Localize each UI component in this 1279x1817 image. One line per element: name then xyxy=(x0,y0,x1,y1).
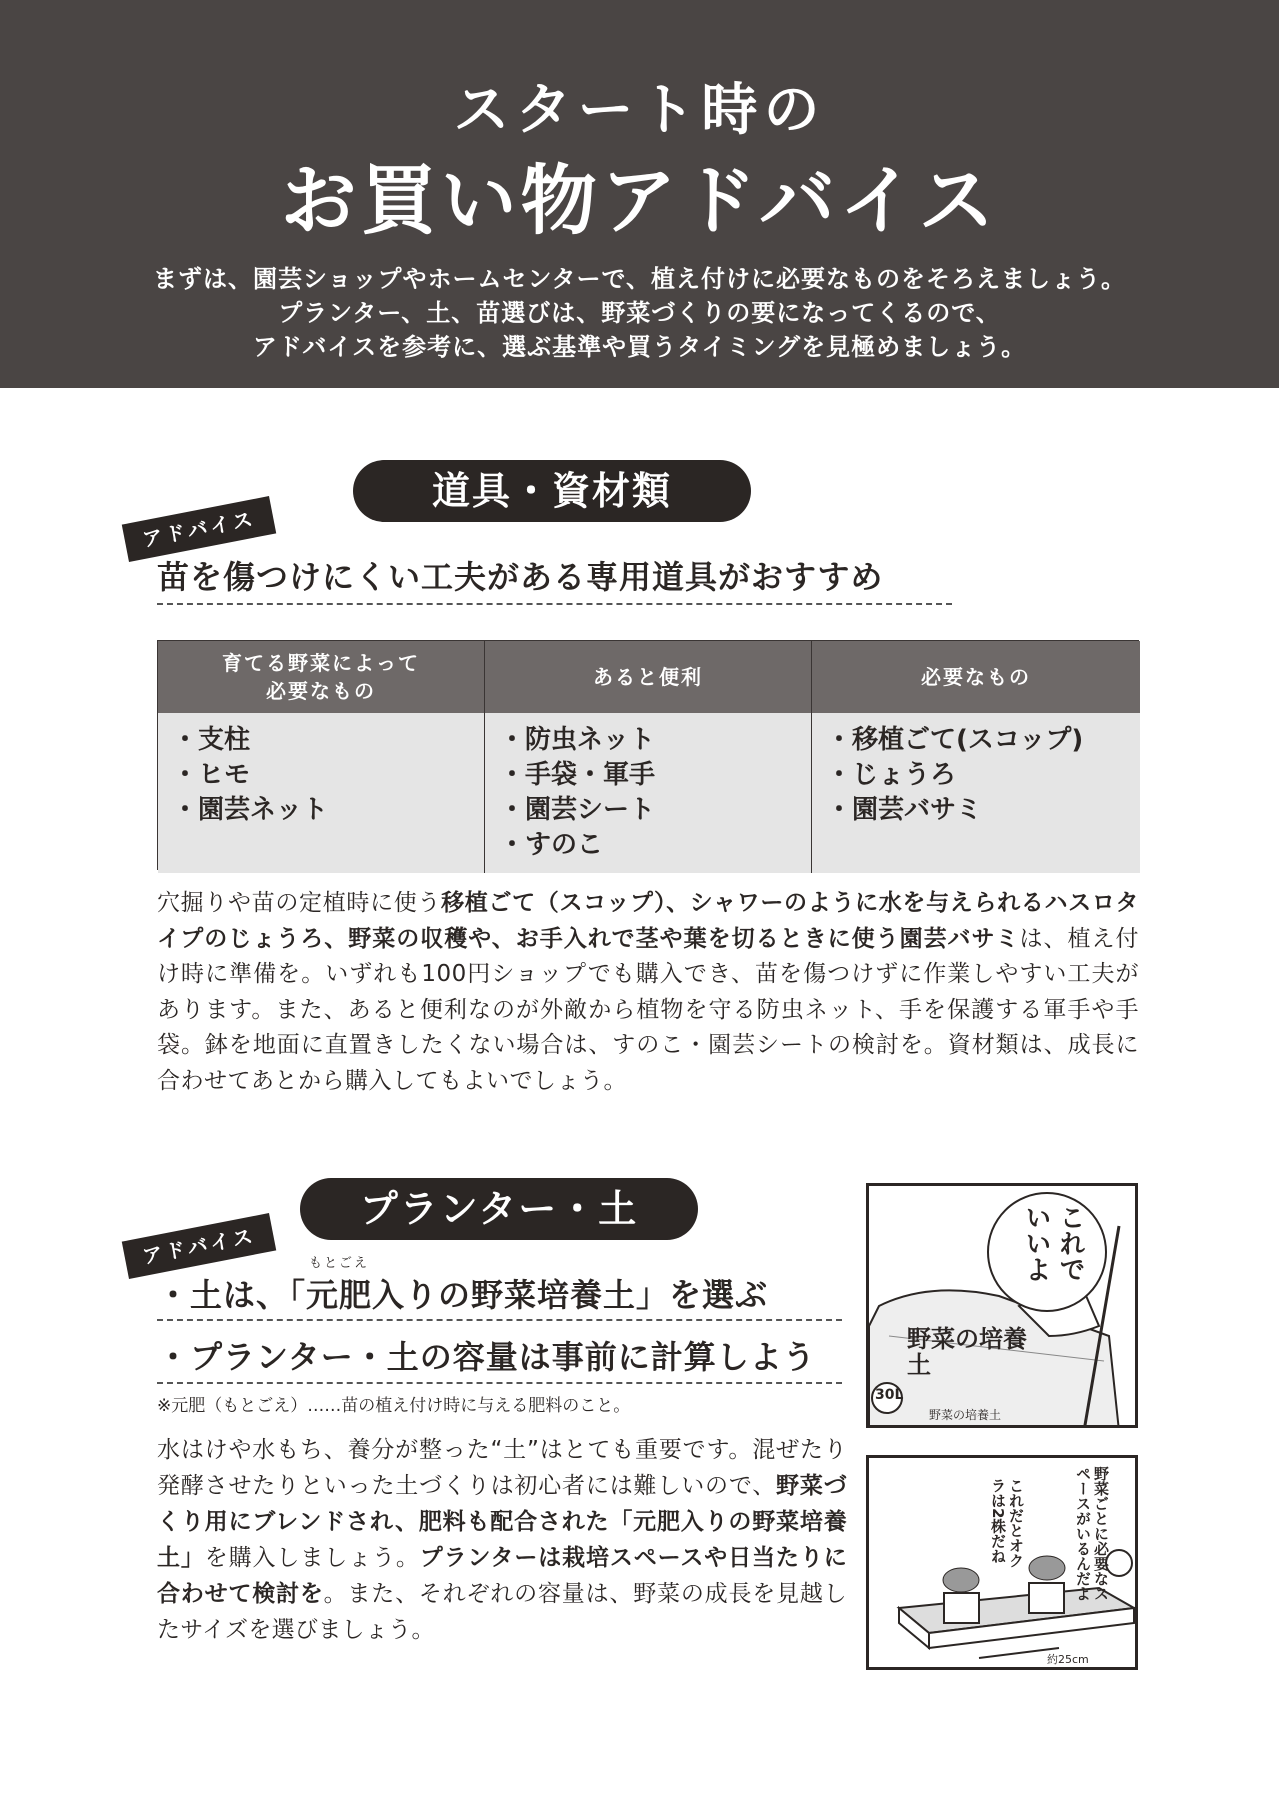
body-bold: プランターは栽培スペースや日当たりに合わせて検討を xyxy=(157,1545,848,1607)
advice-tag: アドバイス xyxy=(122,1213,276,1279)
bubble-text: これだとオクラは2株だね xyxy=(989,1478,1025,1568)
tools-table xyxy=(157,640,1139,870)
section-heading-capacity: ・プランター・土の容量は事前に計算しよう xyxy=(157,1338,816,1376)
table-column xyxy=(812,641,1140,873)
body-bold: 野菜づくり用にブレンドされ、肥料も配合された「元肥入りの野菜培養土」 xyxy=(157,1473,848,1571)
illustration-planter xyxy=(866,1455,1138,1670)
bubble-text: 野菜ごとに必要なスペースがいるんだよ xyxy=(1074,1466,1110,1601)
bubble-text: これでいいよ xyxy=(1021,1204,1085,1282)
table-cell xyxy=(485,713,811,873)
bag-label: 野菜の培養土 xyxy=(907,1325,1027,1379)
list-item: ・ 園芸シート xyxy=(499,793,797,828)
list-item: ・ ヒモ xyxy=(172,758,470,793)
page-title-line1: スタート時の xyxy=(453,78,826,143)
table-column xyxy=(485,641,812,873)
table-header xyxy=(158,641,484,713)
table-header: 必要なもの xyxy=(812,641,1140,713)
heading-underline xyxy=(157,1382,842,1384)
bag-volume: 30L xyxy=(875,1387,904,1403)
page-title-line2: お買い物アドバイス xyxy=(280,156,999,245)
intro-line: プランター、土、苗選びは、野菜づくりの要になってくるので、 xyxy=(278,299,1001,327)
list-item: ・ 園芸バサミ xyxy=(826,793,1126,828)
advice-tag: アドバイス xyxy=(122,496,276,562)
intro-line: まずは、園芸ショップやホームセンターで、植え付けに必要なものをそろえましょう。 xyxy=(152,265,1127,293)
list-item: ・ じょうろ xyxy=(826,758,1126,793)
list-item: ・ 支柱 xyxy=(172,723,470,758)
table-header-line: 育てる野菜によって xyxy=(222,651,420,675)
table-cell xyxy=(812,713,1140,873)
body-bold: 移植ごて（スコップ）、シャワーのように水を与えられるハスロタイプのじょうろ、野菜の収穫や、お手入れで茎や葉を切るときに使う園芸バサミ xyxy=(157,890,1140,952)
list-item: ・ 園芸ネット xyxy=(172,793,470,828)
section-heading-tools: 苗を傷つけにくい工夫がある専用道具がおすすめ xyxy=(157,558,884,596)
body-text: は、植え付け時に準備を。いずれも100円ショップでも購入でき、苗を傷つけずに作業しやすい工夫があります。また、あると便利なのが外敵から植物を守る防虫ネット、手を保護する軍手や手袋。鉢を地面に直置きしたくない場合は、すのこ・園芸シートの検討を。資材類は、成長に合わせてあとから購入してもよいでしょう。 xyxy=(157,925,1139,1094)
body-text: 穴掘りや苗の定植時に使う xyxy=(157,890,442,916)
list-item: ・ すのこ xyxy=(499,828,797,863)
table-cell xyxy=(158,713,484,873)
heading-underline xyxy=(157,603,952,605)
ruby-base: 元肥 xyxy=(306,1276,373,1314)
illustration-soil-bag xyxy=(866,1183,1138,1428)
table-header: あると便利 xyxy=(485,641,811,713)
intro-line: アドバイスを参考に、選ぶ基準や買うタイミングを見極めましょう。 xyxy=(252,333,1027,361)
body-text: 水はけや水もち、養分が整った“土”はとても重要です。混ぜたり発酵させたりといった土づくりは初心者には難しいので、 xyxy=(157,1437,847,1499)
heading-text: ・土は、「 xyxy=(157,1276,307,1314)
soil-body-text xyxy=(157,1432,847,1648)
ruby xyxy=(306,1256,373,1316)
ruby-text: もとごえ xyxy=(309,1256,370,1271)
bag-small-label: 野菜の培養土 xyxy=(929,1408,1002,1422)
footnote: ※元肥（もとごえ）……苗の植え付け時に与える肥料のこと。 xyxy=(157,1396,631,1416)
table-header-line: 必要なもの xyxy=(266,679,376,703)
body-text: 。また、それぞれの容量は、野菜の成長を見越したサイズを選びましょう。 xyxy=(157,1581,847,1643)
list-item: ・ 移植ごて(スコップ) xyxy=(826,723,1126,758)
heading-underline xyxy=(157,1319,842,1321)
header-banner xyxy=(0,0,1279,388)
body-text: を購入しましょう。 xyxy=(204,1545,420,1571)
heading-text: 入りの野菜培養土」を選ぶ xyxy=(372,1276,769,1314)
section-pill-planter: プランター・土 xyxy=(300,1178,698,1240)
intro-text xyxy=(0,262,1279,364)
list-item: ・ 手袋・軍手 xyxy=(499,758,797,793)
section-heading-soil xyxy=(157,1256,769,1316)
section-pill-tools: 道具・資材類 xyxy=(353,460,751,522)
table-column xyxy=(158,641,485,873)
tools-body-text xyxy=(157,886,1139,1099)
measure-label: 約25cm xyxy=(1047,1653,1089,1666)
list-item: ・ 防虫ネット xyxy=(499,723,797,758)
